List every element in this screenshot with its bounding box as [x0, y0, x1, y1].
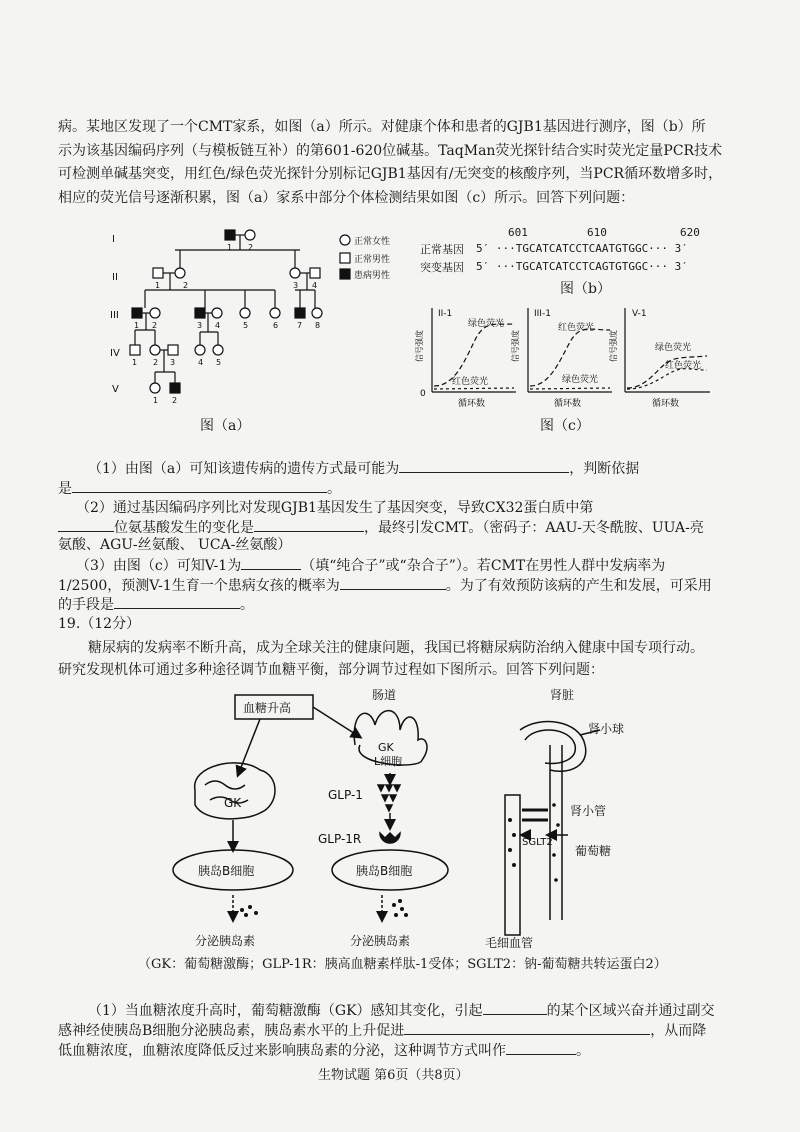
- svg-text:5: 5: [216, 358, 222, 367]
- answer-blank[interactable]: [241, 555, 301, 570]
- q18-3-line3: 的手段是 。: [58, 594, 254, 615]
- q19-header: 19.（12分）: [58, 616, 141, 632]
- gen-label-II: II: [112, 272, 118, 283]
- svg-text:4: 4: [215, 321, 221, 330]
- beta-cell-right-label: 胰岛B细胞: [356, 864, 413, 878]
- q18-1-line1: （1）由图（a）可知该遗传病的遗传方式最可能为 ，判断依据: [88, 458, 639, 479]
- glomerulus-label: 肾小球: [588, 722, 625, 736]
- secrete-right-label: 分泌胰岛素: [350, 934, 411, 948]
- caption-b: 图（b）: [560, 281, 611, 297]
- intestine-label: 肠道: [372, 688, 397, 702]
- svg-text:红色荧光: 红色荧光: [665, 361, 702, 371]
- diagram-note: （GK：葡萄糖激酶；GLP-1R：胰高血糖素样肽-1受体；SGLT2：钠-葡萄糖共转运蛋白2）: [138, 957, 667, 972]
- answer-blank[interactable]: [340, 575, 446, 590]
- svg-text:循环数: 循环数: [652, 399, 680, 409]
- svg-text:5: 5: [243, 321, 249, 330]
- pedigree-affected-male: [225, 230, 235, 240]
- seq-mutant-label: 突变基因: [420, 261, 464, 274]
- answer-blank[interactable]: [114, 594, 240, 609]
- svg-text:循环数: 循环数: [554, 399, 582, 409]
- intro-line-1: 病。某地区发现了一个CMT家系，如图（a）所示。对健康个体和患者的GJB1基因进行测序，图（b）所: [58, 119, 706, 135]
- sglt2-label: SGLT2: [522, 837, 553, 848]
- intro-line-2: 示为该基因编码序列（与模板链互补）的第601-620位碱基。TaqMan荧光探针结合实时荧光定量PCR技术: [58, 143, 723, 159]
- svg-text:0: 0: [420, 389, 426, 399]
- svg-text:绿色荧光: 绿色荧光: [468, 319, 505, 329]
- svg-text:2: 2: [172, 396, 178, 405]
- q18-2-line3: 氨酸、AGU-丝氨酸、 UCA-丝氨酸）: [58, 537, 292, 553]
- svg-text:6: 6: [273, 321, 279, 330]
- capillary-label: 毛细血管: [485, 936, 534, 950]
- brain-icon: [195, 763, 275, 819]
- seq-pos-610: 610: [587, 226, 607, 239]
- svg-text:4: 4: [198, 358, 204, 367]
- tubule-label: 肾小管: [570, 804, 607, 818]
- fluorescence-curves: [410, 300, 720, 412]
- svg-text:4: 4: [312, 281, 318, 290]
- svg-text:III-1: III-1: [534, 309, 551, 319]
- svg-text:3: 3: [197, 321, 203, 330]
- q19-intro-2: 研究发现机体可通过多种途径调节血糖平衡，部分调节过程如下图所示。回答下列问题：: [58, 662, 604, 678]
- svg-text:3: 3: [170, 358, 176, 367]
- svg-text:信号强度: 信号强度: [511, 330, 520, 362]
- glp1-label: GLP-1: [328, 788, 363, 802]
- svg-text:1: 1: [134, 321, 140, 330]
- answer-blank[interactable]: [72, 478, 327, 493]
- svg-text:1: 1: [153, 396, 159, 405]
- legend-affected: 患病男性: [354, 271, 391, 281]
- legend-male: 正常男性: [354, 255, 391, 265]
- gk-brain-label: GK: [224, 796, 242, 810]
- q18-2-line1: （2）通过基因编码序列比对发现GJB1基因发生了基因突变，导致CX32蛋白质中第: [76, 500, 594, 516]
- q19-1-line2: 感神经使胰岛B细胞分泌胰岛素，胰岛素水平的上升促进 ，从而降: [58, 1020, 706, 1041]
- svg-text:红色荧光: 红色荧光: [558, 323, 595, 333]
- q18-1-line2: 是 。: [58, 478, 341, 499]
- caption-a: 图（a）: [200, 418, 251, 434]
- answer-blank[interactable]: [254, 517, 364, 532]
- gen-label-I: I: [112, 234, 115, 245]
- q19-1-line3: 低血糖浓度，血糖浓度降低反过来影响胰岛素的分泌，这种调节方式叫作 。: [58, 1040, 590, 1061]
- svg-text:信号强度: 信号强度: [415, 330, 424, 362]
- l-cell-label: L细胞: [374, 755, 403, 768]
- seq-pos-620: 620: [680, 226, 700, 239]
- svg-text:1: 1: [155, 281, 161, 290]
- svg-text:7: 7: [297, 321, 303, 330]
- beta-cell-left-label: 胰岛B细胞: [198, 864, 255, 878]
- gen-label-III: III: [110, 310, 119, 321]
- kidney-label: 肾脏: [550, 688, 575, 702]
- pedigree-male: [153, 268, 163, 278]
- intro-line-3: 可检测单碱基突变，用红色/绿色荧光探针分别标记GJB1基因有/无突变的核酸序列，当PCR循环数增多时，: [58, 166, 723, 182]
- svg-text:绿色荧光: 绿色荧光: [655, 343, 692, 353]
- q18-2-line2: 位氨基酸发生的变化是 ，最终引发CMT。（密码子：AAU-天冬酰胺、UUA-亮: [58, 517, 704, 538]
- glucose-label: 葡萄糖: [575, 844, 612, 858]
- glp1-molecules: [378, 785, 400, 811]
- secrete-left-label: 分泌胰岛素: [195, 934, 256, 948]
- svg-text:2: 2: [153, 358, 159, 367]
- glp1r-receptor-icon: [380, 833, 400, 843]
- seq-mutant: 5′ ···TGCATCATCCTCAGTGTGGC··· 3′: [476, 260, 688, 273]
- q18-3-line2: 1/2500，预测V-1生育一个患病女孩的概率为 。为了有效预防该病的产生和发展，可采用: [58, 575, 712, 596]
- gen-label-IV: IV: [110, 348, 120, 359]
- curve-ii1-red: [434, 388, 514, 389]
- svg-text:绿色荧光: 绿色荧光: [562, 375, 599, 385]
- svg-text:8: 8: [315, 321, 321, 330]
- q18-3-line1: （3）由图（c）可知V-1为 （填“纯合子”或“杂合子”）。若CMT在男性人群中发病率为: [76, 555, 665, 576]
- svg-text:红色荧光: 红色荧光: [452, 377, 489, 387]
- page-footer: 生物试题 第6页（共8页）: [318, 1068, 469, 1083]
- blood-sugar-label: 血糖升高: [243, 701, 292, 715]
- svg-text:2: 2: [248, 243, 254, 252]
- seq-pos-601: 601: [508, 226, 528, 239]
- svg-text:II-1: II-1: [438, 309, 453, 319]
- glp1r-label: GLP-1R: [318, 832, 362, 846]
- answer-blank[interactable]: [399, 458, 569, 473]
- intro-line-4: 相应的荧光信号逐渐积累，图（a）家系中部分个体检测结果如图（c）所示。回答下列问题：: [58, 190, 635, 206]
- pedigree-female: [245, 230, 255, 240]
- q19-1-line1: （1）当血糖浓度升高时，葡萄糖激酶（GK）感知其变化，引起 的某个区域兴奋并通过副交: [88, 1000, 715, 1021]
- answer-blank[interactable]: [58, 517, 114, 532]
- seq-normal-label: 正常基因: [420, 243, 464, 256]
- svg-text:循环数: 循环数: [458, 399, 486, 409]
- legend-female: 正常女性: [354, 237, 391, 247]
- q19-intro-1: 糖尿病的发病率不断升高，成为全球关注的健康问题，我国已将糖尿病防治纳入健康中国专项行动。: [88, 640, 704, 656]
- svg-text:1: 1: [227, 243, 233, 252]
- curve-iii1-green: [530, 388, 610, 389]
- seq-normal: 5′ ···TGCATCATCCTCAATGTGGC··· 3′: [476, 242, 688, 255]
- gen-label-V: V: [112, 384, 119, 395]
- svg-text:2: 2: [152, 321, 158, 330]
- answer-blank[interactable]: [506, 1040, 576, 1055]
- svg-text:2: 2: [183, 281, 189, 290]
- answer-blank[interactable]: [483, 1000, 547, 1015]
- svg-text:GK: GK: [378, 741, 394, 754]
- svg-text:V-1: V-1: [632, 309, 647, 319]
- svg-text:3: 3: [293, 281, 299, 290]
- answer-blank[interactable]: [404, 1020, 650, 1035]
- blood-glucose-diagram: [150, 685, 690, 955]
- caption-c: 图（c）: [540, 418, 590, 434]
- svg-text:1: 1: [132, 358, 138, 367]
- svg-text:信号强度: 信号强度: [609, 330, 618, 362]
- pedigree-chart: [100, 220, 400, 420]
